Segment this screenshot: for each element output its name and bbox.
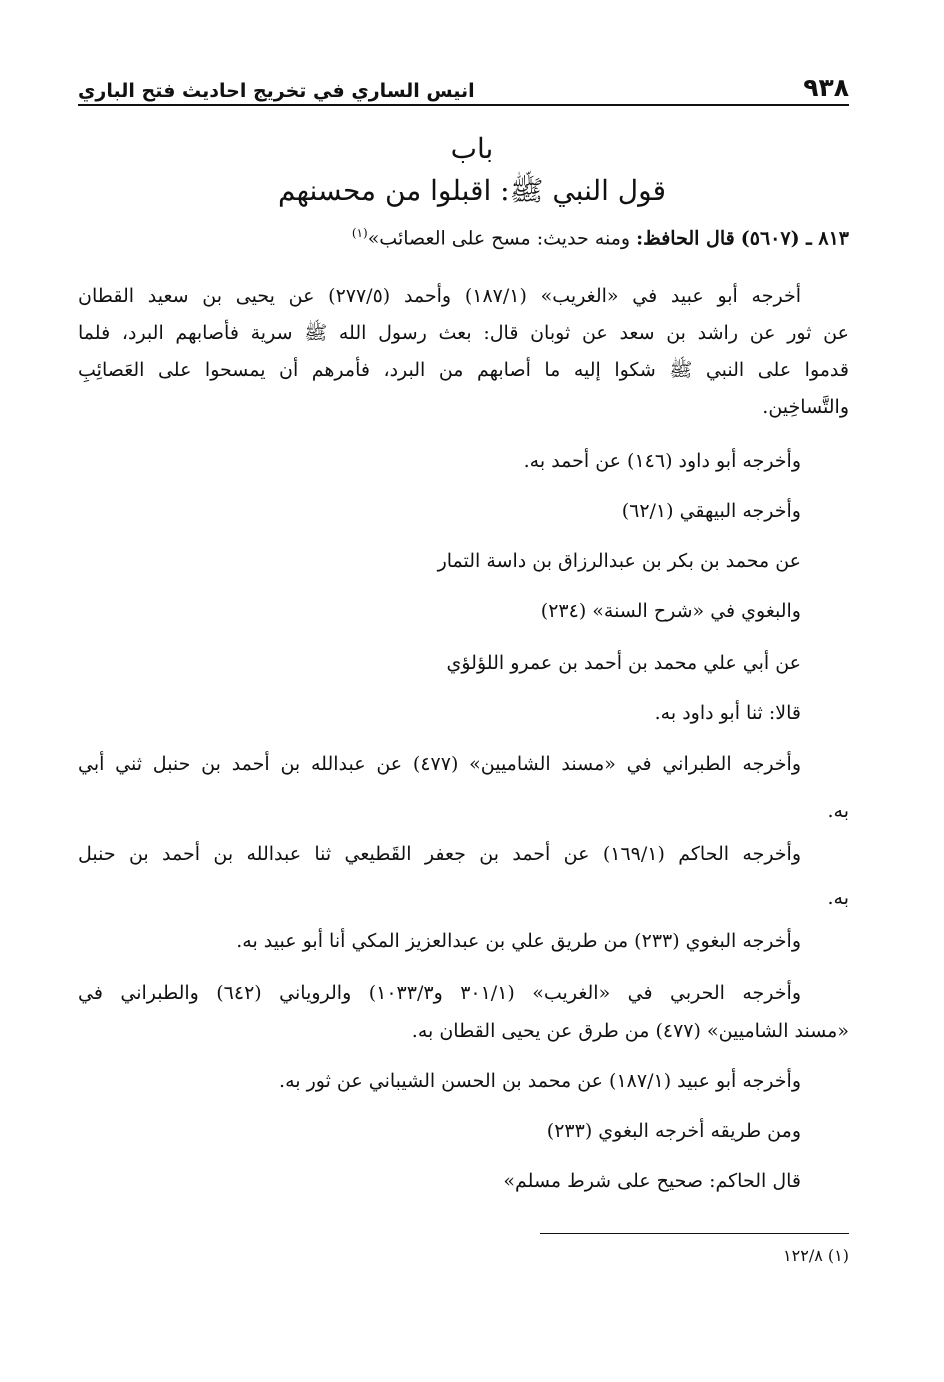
hadith-text: ومنه حديث: مسح على العصائب» xyxy=(367,227,631,250)
body-line: وأخرجه البيهقي (٦٢/١) xyxy=(621,500,801,522)
body-line: عن ثور عن راشد بن سعد عن ثوبان قال: بعث رسول الله ﷺ سرية فأصابهم البرد، فلما xyxy=(78,322,849,344)
footnote-text: ١٢٢/٨ xyxy=(783,1246,823,1265)
body-line: «مسند الشاميين» (٤٧٧) من طرق عن يحيى القطان به. xyxy=(411,1020,849,1042)
body-line: والتَّساخِين. xyxy=(762,396,849,418)
body-line: قال الحاكم: صحيح على شرط مسلم» xyxy=(503,1170,801,1192)
body-line: وأخرجه أبو عبيد (١٨٧/١) عن محمد بن الحسن الشيباني عن ثور به. xyxy=(279,1070,801,1092)
body-line: وأخرجه الطبراني في «مسند الشاميين» (٤٧٧) عن عبدالله بن أحمد بن حنبل ثني أبي xyxy=(78,753,801,775)
chapter-title: قول النبي ﷺ: اقبلوا من محسنهم xyxy=(278,174,666,207)
body-line: والبغوي في «شرح السنة» (٢٣٤) xyxy=(540,600,801,622)
footnote xyxy=(78,1246,849,1265)
footnote-marker: (١) xyxy=(827,1246,849,1265)
body-line: عن محمد بن بكر بن عبدالرزاق بن داسة التمار xyxy=(437,550,801,572)
body-line: وأخرجه البغوي (٢٣٣) من طريق علي بن عبدالعزيز المكي أنا أبو عبيد به. xyxy=(236,930,801,952)
body-line: وأخرجه أبو داود (١٤٦) عن أحمد به. xyxy=(523,450,801,472)
running-header xyxy=(78,62,849,102)
chapter-word: باب xyxy=(450,132,494,165)
body-line: به. xyxy=(827,887,849,909)
hadith-number: ٨١٣ ـ (٥٦٠٧) xyxy=(740,227,849,250)
body-line: وأخرجه الحاكم (١٦٩/١) عن أحمد بن جعفر القَطيعي ثنا عبدالله بن أحمد بن حنبل xyxy=(78,843,801,865)
body-line: قالا: ثنا أبو داود به. xyxy=(654,702,801,724)
footnote-reference: (١) xyxy=(351,226,368,240)
body-line: به. xyxy=(827,800,849,822)
page-number: ٩٣٨ xyxy=(803,73,849,102)
header-rule xyxy=(78,104,849,106)
body-line: أخرجه أبو عبيد في «الغريب» (١٨٧/١) وأحمد (٢٧٧/٥) عن يحيى بن سعيد القطان xyxy=(78,285,801,307)
running-title: انيس الساري في تخريج احاديث فتح الباري xyxy=(78,80,475,102)
body-line: عن أبي علي محمد بن أحمد بن عمرو اللؤلؤي xyxy=(446,652,801,674)
footnote-rule xyxy=(540,1233,849,1234)
body-line: ومن طريقه أخرجه البغوي (٢٣٣) xyxy=(546,1120,801,1142)
hadith-speaker: قال الحافظ: xyxy=(636,227,735,250)
hadith-heading xyxy=(78,226,849,249)
body-line: وأخرجه الحربي في «الغريب» (٣٠١/١ و١٠٣٣/٣) والروياني (٦٤٢) والطبراني في xyxy=(78,982,801,1004)
body-line: قدموا على النبي ﷺ شكوا إليه ما أصابهم من البرد، فأمرهم أن يمسحوا على العَصائِبِ xyxy=(78,359,849,381)
